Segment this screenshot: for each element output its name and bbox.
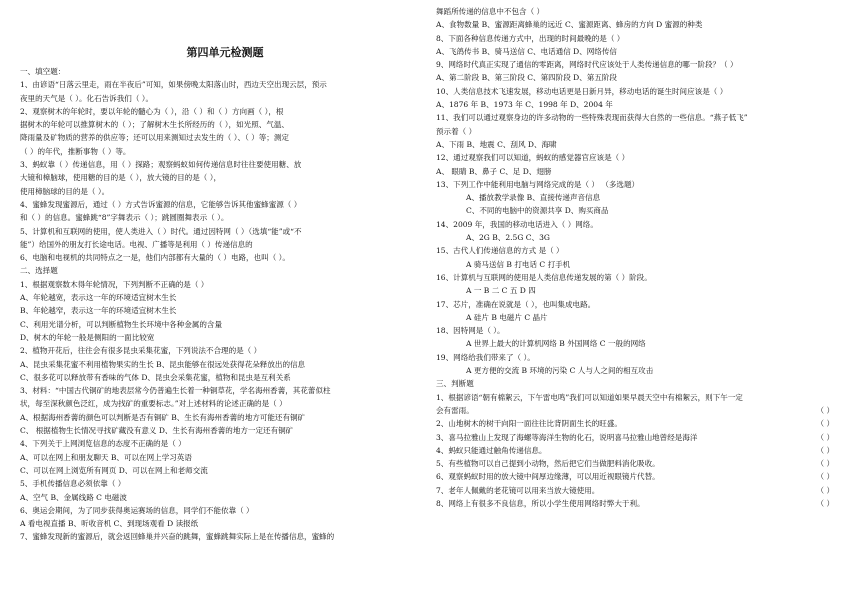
text-line: 1、根据谚语“朝有棉絮云，下午雷电鸣”我们可以知道如果早晨天空中有棉絮云，则下午一定 [436,392,743,402]
text-line: A、可以在网上和朋友聊天 B、可以在网上学习英语 [20,452,192,462]
text-line: 3、蚂蚁靠（ ）传递信息，用（ ）探路；观察蚂蚁如何传递信息时往往要使用糖、放 [20,160,302,170]
text-line: A、昆虫采集花蜜不利用植物果实的生长 B、昆虫能够在很远处获得花朵释放出的信息 [20,359,306,369]
text-line: 预示着（ ） [436,126,477,136]
text-line: 3、材料：“中国古代铜矿的地表层常今仍普遍生长着一种铜草花，学名海州香薷，其花蕾似柱 [20,386,331,396]
judge-item [436,457,846,470]
judge-question-text: 2、山地树木的树干向阳一面往往比背阴面生长的旺盛。 [436,419,622,429]
text-line: C、不同的电脑中的资源共享 D、购买商品 [466,206,609,216]
text-line: 7、蜜蜂发现新的蜜源后，就会返回蜂巢并兴奋的跳舞，蜜蜂跳舞实际上是在传播信息，蜜蜂的 [20,532,335,542]
text-line: 2、观察树木的年轮时，要以年轮的髓心为（ ），沿（ ）和（ ）方向画（ ），根 [20,106,284,116]
judge-question-text: 7、老年人佩戴的老花镜可以用来当放大镜使用。 [436,485,600,495]
text-line: A 世界上最大的计算机网络 B 外国网络 C 一般的网络 [466,339,646,349]
text-line: D、树木的年轮一般是侧阳的一面比较宽 [20,332,155,342]
text-line: 18、因特网是（ ）。 [436,326,505,336]
text-line: 14、2009 年，我国的移动电话进入（ ）网络。 [436,219,598,229]
text-line: A、空气 B、金属线路 C 电磁波 [20,492,127,502]
text-line: A、飞鸽传书 B、骑马送信 C、电话通信 D、网络传信 [436,46,617,56]
text-line: A 一 B 二 C 五 D 四 [466,286,536,296]
text-line: 使用樟脑球的目的是（ ）。 [20,186,110,196]
text-line: 10、人类信息技术飞速发展，移动电话更是日新月异，移动电话的诞生时间应该是（ ） [436,86,728,96]
text-line: C、 根据植物生长情况寻找矿藏没有意义 D、生长有海州香薷的地方一定还有铜矿 [20,426,294,436]
answer-paren: （ ） [816,485,834,495]
text-line: 和（ ）的信息。蜜蜂跳“8”字舞表示（ ）；跳圆圈舞表示（ ）。 [20,213,229,223]
text-line: A、2G B、2.5G C、3G [466,233,550,243]
text-line: B、年轮越窄，表示这一年的环境适宜树木生长 [20,306,177,316]
judge-question-list [436,417,846,510]
text-line: 能”）给国外的朋友打长途电话。电视、广播等是利用（ ）传递信息的 [20,239,253,249]
answer-paren: （ ） [816,419,834,429]
text-line: 舞蹈所传递的信息中不包含（ ） [436,7,545,16]
text-line: 6、奥运会期间，为了同步获得奥运赛场的信息，同学们不能依靠（ ） [20,505,254,515]
text-line: A、下雨 B、地震 C、刮风 D、海啸 [436,139,557,149]
judge-question-text: 3、喜马拉雅山上发现了海螺等海洋生物的化石，说明喜马拉雅山地曾经是海洋 [436,432,698,442]
text-line: （ ）的年代，推断事物（ ）等。 [20,146,131,156]
text-line [436,404,846,417]
left-column [20,0,430,544]
text-line: 11、我们可以通过观察身边的许多动物的一些特殊表现而获得大自然的一些信息。“燕子低飞” [436,113,748,123]
text-line: 5、手机传播信息必须依靠（ ） [20,479,126,489]
answer-paren: （ ） [816,459,834,469]
text-line: A、播放教学录像 B、直接传递声音信息 [466,193,601,203]
judge-question-text: 5、有些植物可以自己提到小动物，然后把它们当做肥料消化吸收。 [436,459,660,469]
page-title: 第四单元检测题 [186,46,264,59]
text-line: 9、网络时代真正实现了通信的零距离，网络时代应该处于人类传递信息的哪一阶段？（ ） [436,60,738,70]
text-line: 13、下列工作中能利用电脑与网络完成的是（ ） （多选题） [436,179,640,189]
text-line: 6、电脑和电视机的共同特点之一是，他们内部都有大量的（ ）电路，也叫（ ）。 [20,253,290,263]
right-question-list [436,5,846,417]
text-line: 16、计算机与互联网的使用是人类信息传递发展的第（ ）阶段。 [436,272,652,282]
answer-paren: （ ） [816,432,834,442]
text-line: 一、填空题： [20,67,66,76]
text-line: 降雨量及矿物质的营养的供应等；还可以用来测知过去发生的（ ）、（ ）等；测定 [20,133,289,143]
text-line: 17、芯片，准确在说就是（ ），也叫集成电路。 [436,299,596,309]
judge-question-text: 8、网络上有很多不良信息，所以小学生使用网络时弊大于利。 [436,498,645,508]
text-line: A、食物数量 B、蜜源距离蜂巢的远近 C、蜜源距离、蜂房的方向 D 蜜源的种类 [436,20,703,30]
text-line: A、根据海州香薷的颜色可以判断是否有铜矿 B、生长有海州香薷的地方可能还有铜矿 [20,412,306,422]
text-line: 1、根据观察数木得年轮情况，下列判断不正确的是（ ） [20,279,209,289]
text-line: A、年轮越宽，表示这一年的环境适宜树木生长 [20,293,177,303]
judge-question-text: 4、蚂蚁只能通过触角传递信息。 [436,445,547,455]
text-line: 12、通过观察我们可以知道，蚂蚁的感觉器官应该是（ ） [436,153,630,163]
text-line: A、1876 年 B、1973 年 C、1998 年 D、2004 年 [436,100,613,110]
left-question-list [20,65,430,544]
text-line: 19、网络给我们带来了（ ）。 [436,352,535,362]
judge-item [436,431,846,444]
text-line: A、 眼睛 B、鼻子 C、足 D、翅膀 [436,166,552,176]
judge-item [436,497,846,510]
text-line: C、利用光谱分析，可以判断植物生长环境中各种金属的含量 [20,319,222,329]
text-line: 三、判断题 [436,379,474,389]
answer-paren: （ ） [816,498,834,508]
right-column [436,0,846,510]
text-line: 5、计算机和互联网的使用，使人类进入（ ）时代。通过因特网（ ）（选填“能”或“不 [20,226,302,236]
text-line: 4、下列关于上网浏览信息的态度不正确的是（ ） [20,439,186,449]
text-line: C、很多花可以释放带有香味的气体 D、昆虫会采集花蜜，植物和昆虫是互利关系 [20,372,291,382]
text-line: 2、植物开花后，往往会有很多昆虫采集花蜜，下列说法不合理的是（ ） [20,346,262,356]
text-line: 夜里的天气是（ ）。化石告诉我们（ ）。 [20,93,154,103]
answer-paren: （ ） [816,472,834,482]
judge-item [436,417,846,430]
answer-paren: （ ） [816,405,834,415]
text-line: A 骑马送信 B 打电话 C 打手机 [466,259,571,269]
judge-item [436,484,846,497]
judge-item [436,470,846,483]
text-line: C、可以在网上浏览所有网页 D、可以在网上和老师交流 [20,465,208,475]
text-line: A 硅片 B 电磁片 C 晶片 [466,312,548,322]
answer-paren: （ ） [816,445,834,455]
text-line: A 更方便的交流 B 环境的污染 C 人与人之间的相互攻击 [466,366,654,376]
text-line: 状，每至深秋颜色泛红，成为找矿的重要标志。”对上述材料的论述正确的是（ ） [20,399,287,409]
text-line: 据树木的年轮可以推算树木的（ ）；了解树木生长所经历的（ ），如光照、气温、 [20,120,289,130]
judge-item [436,444,846,457]
text-line: 8、下面各种信息传递方式中，出现的时间最晚的是（ ） [436,33,625,43]
judge-question-text: 会有雷雨。 [436,405,474,415]
text-line: 4、蜜蜂发现蜜源后，通过（ ）方式告诉蜜源的信息，它能够告诉其他蜜蜂蜜源（ ） [20,199,302,209]
text-line: A 看电视直播 B、听收音机 C、到现场观看 D 读报纸 [20,519,199,529]
text-line: 15、古代人们传递信息的方式 是（ ） [436,246,564,256]
text-line: 大镜和樟脑球，使用糖的目的是（ ），放大镜的目的是（ ）， [20,173,222,183]
judge-question-text: 6、观察蚂蚁时用的放大镜中间厚边缘薄，可以用近视眼镜片代替。 [436,472,660,482]
text-line: 1、由谚语“日落云里走，雨在半夜后”可知，如果傍晚太阳落山时，西边天空出现云层，预示 [20,80,327,90]
text-line: A、第二阶段 B、第三阶段 C、第四阶段 D、第五阶段 [436,73,617,83]
text-line: 二、选择题 [20,266,58,276]
